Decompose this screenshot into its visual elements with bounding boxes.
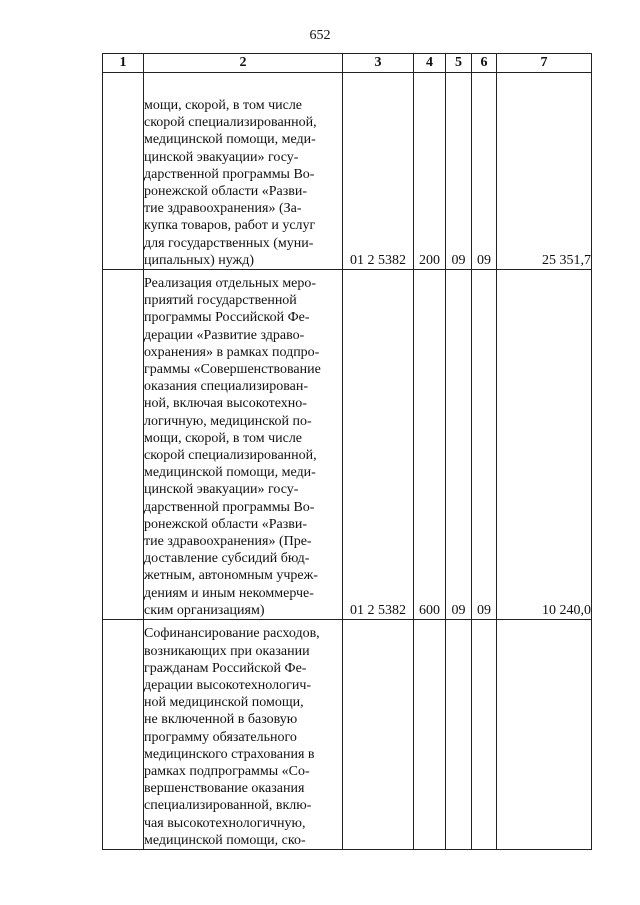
column-header-4: 4 (414, 54, 446, 73)
section-cell: 09 (446, 270, 472, 620)
column-header-2: 2 (144, 54, 343, 73)
header-row (103, 54, 592, 73)
row-index-cell (103, 270, 144, 620)
description-line: купка товаров, работ и услуг (144, 218, 316, 234)
description-line: гражданам Российской Фе- (144, 660, 307, 676)
description-line: логичную, медицинской по- (144, 413, 312, 429)
table-row (103, 73, 592, 270)
description-line: медицинской помощи, меди- (144, 465, 316, 481)
column-header-6: 6 (472, 54, 497, 73)
description-line: Реализация отдельных меро- (144, 275, 317, 291)
target-code-cell: 01 2 5382 (343, 73, 414, 270)
amount-cell (497, 620, 592, 850)
description-cell (144, 73, 343, 270)
description-line: не включенной в базовую (144, 712, 298, 728)
expense-type-cell: 200 (414, 73, 446, 270)
description-line: тие здравоохранения» (За- (144, 201, 302, 217)
description-line: скорой специализированной, (144, 447, 317, 463)
description-line: ной, включая высокотехно- (144, 396, 307, 412)
description-line: приятий государственной (144, 293, 297, 309)
column-header-5: 5 (446, 54, 472, 73)
description-line: скорой специализированной, (144, 115, 317, 131)
description-cell (144, 270, 343, 620)
description-line: ронежской области «Разви- (144, 516, 308, 532)
description-line: медицинского страхования в (144, 746, 315, 762)
description-line: охранения» в рамках подпро- (144, 344, 320, 360)
description-line: медицинской помощи, меди- (144, 132, 316, 148)
description-line: рамках подпрограммы «Со- (144, 763, 310, 779)
row-index-cell (103, 620, 144, 850)
description-line: медицинской помощи, ско- (144, 832, 306, 848)
description-line: Софинансирование расходов, (144, 626, 320, 642)
target-code-cell (343, 620, 414, 850)
row-index-cell (103, 73, 144, 270)
description-line: программы Российской Фе- (144, 310, 310, 326)
description-line: цинской эвакуации» госу- (144, 149, 299, 165)
description-line: мощи, скорой, в том числе (144, 430, 303, 446)
amount-cell: 10 240,0 (497, 270, 592, 620)
table-row (103, 620, 592, 850)
description-line: программу обязательного (144, 729, 297, 745)
column-header-3: 3 (343, 54, 414, 73)
description-line: возникающих при оказании (144, 643, 310, 659)
description-line: дерации «Развитие здраво- (144, 327, 305, 343)
description-line: дарственной программы Во- (144, 499, 315, 515)
budget-table (102, 53, 592, 850)
description-line: тие здравоохранения» (Пре- (144, 533, 312, 549)
target-code-cell: 01 2 5382 (343, 270, 414, 620)
section-cell (446, 620, 472, 850)
subsection-cell: 09 (472, 270, 497, 620)
description-line: для государственных (муни- (144, 235, 314, 251)
description-line: ронежской области «Разви- (144, 183, 308, 199)
expense-type-cell: 600 (414, 270, 446, 620)
column-header-1: 1 (103, 54, 144, 73)
subsection-cell (472, 620, 497, 850)
description-line: доставление субсидий бюд- (144, 551, 310, 567)
page-number: 652 (309, 28, 331, 43)
description-line: вершенствование оказания (144, 781, 305, 797)
description-line: чая высокотехнологичную, (144, 815, 306, 831)
description-line: специализированной, вклю- (144, 798, 312, 814)
description-line: ципальных) нужд) (144, 252, 255, 268)
amount-cell: 25 351,7 (497, 73, 592, 270)
description-line: дениям и иным некоммерче- (144, 585, 314, 601)
description-line: граммы «Совершенствование (144, 361, 321, 377)
description-line: жетным, автономным учреж- (144, 568, 318, 584)
section-cell: 09 (446, 73, 472, 270)
description-line: ским организациям) (144, 602, 265, 618)
description-line: мощи, скорой, в том числе (144, 97, 303, 113)
table-row (103, 270, 592, 620)
column-header-7: 7 (497, 54, 592, 73)
description-cell (144, 620, 343, 850)
description-line: дерации высокотехнологич- (144, 677, 312, 693)
description-line: ной медицинской помощи, (144, 695, 304, 711)
description-line: дарственной программы Во- (144, 166, 315, 182)
expense-type-cell (414, 620, 446, 850)
description-line: оказания специализирован- (144, 379, 309, 395)
subsection-cell: 09 (472, 73, 497, 270)
description-line: цинской эвакуации» госу- (144, 482, 299, 498)
